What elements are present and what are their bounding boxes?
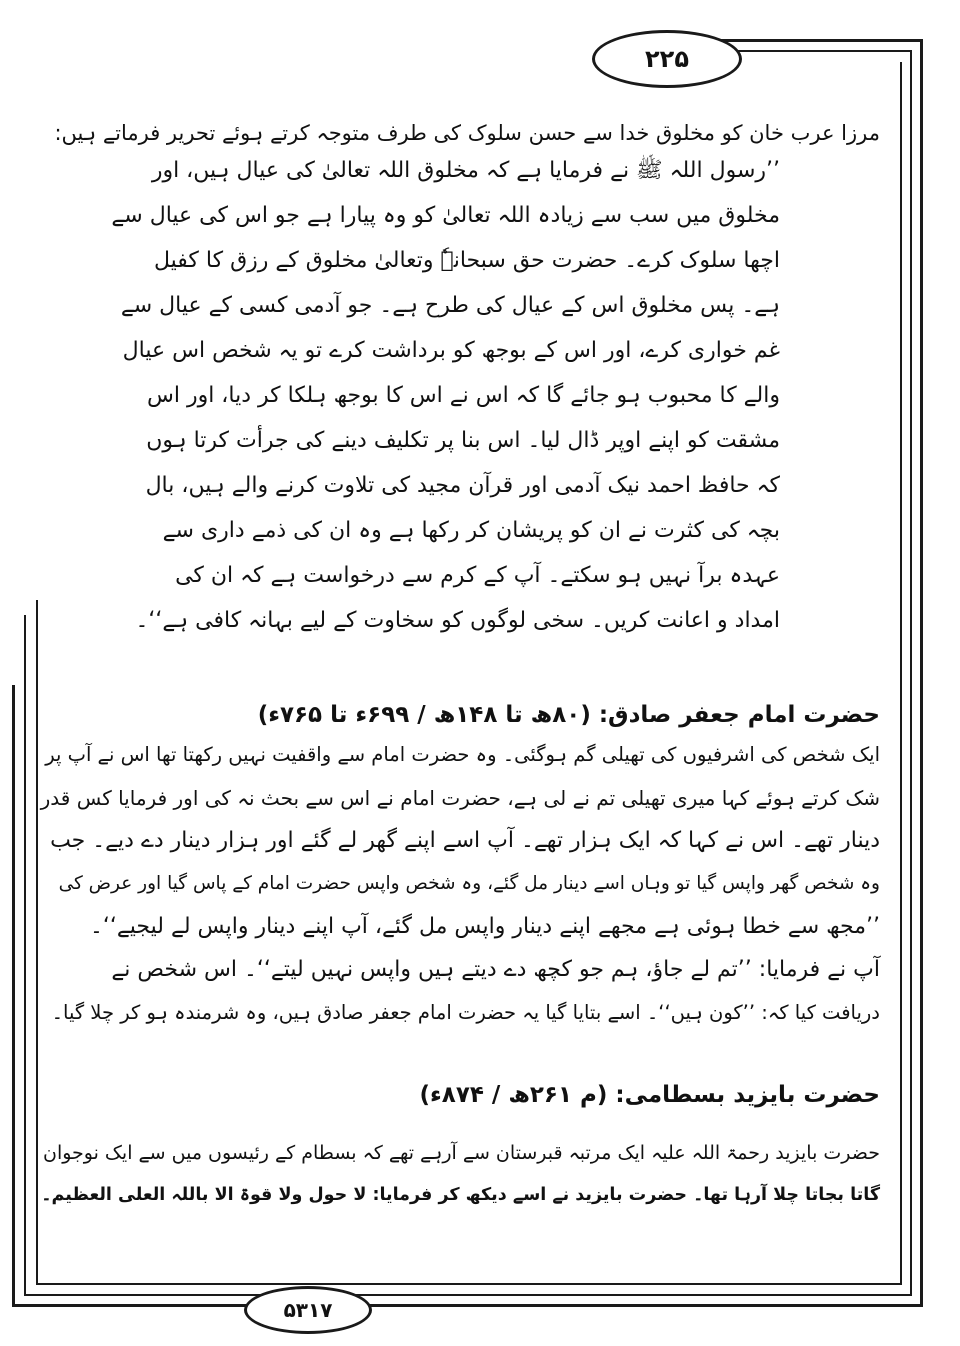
section1-line: دریافت کیا کہ: ’’کون ہیں‘‘۔ اسے بتایا گیا یہ حضرت امام جعفر صادق ہیں، وہ شرمندہ ہو کر چلا گیا۔ (51, 1001, 880, 1024)
frame-left-line-inner (36, 600, 38, 1285)
quote-line: ہے۔ پس مخلوق اس کے عیال کی طرح ہے۔ جو آدمی کسی کے عیال سے (120, 293, 780, 318)
section-heading-jafar-sadiq: حضرت امام جعفر صادق: (۸۰ھ تا ۱۴۸ھ / ۶۹۹ء تا ۷۶۵ء) (257, 702, 880, 728)
section1-line: دینار تھے۔ اس نے کہا کہ ایک ہزار تھے۔ آپ اسے اپنے گھر لے گئے اور ہزار دینار دے دیے۔ جب (50, 828, 880, 853)
section1-line: شک کرتے ہوئے کہا میری تھیلی تم نے لی ہے، حضرت امام نے اس سے بحث نہ کی اور فرمایا کس قدر (40, 786, 880, 810)
quote-line: عہدہ برآ نہیں ہو سکتے۔ آپ کے کرم سے درخواست ہے کہ ان کی (175, 563, 780, 588)
section2-line: حضرت بایزید رحمۃ اللہ علیہ ایک مرتبہ قبرستان سے آرہے تھے کہ بسطام کے رئیسوں میں سے ایک نوجوان (42, 1142, 880, 1164)
frame-bottom-line-mid (24, 1294, 912, 1296)
quote-line: اچھا سلوک کرے۔ حضرت حق سبحانہٗ وتعالیٰ مخلوق کے رزق کا کفیل (154, 248, 780, 273)
frame-right-line-inner (900, 62, 902, 1284)
frame-right-line-outer (920, 39, 923, 1307)
quote-line: مشقت کو اپنے اوپر ڈال لیا۔ اس بنا پر تکلیف دینے کی جرأت کرتا ہوں (146, 428, 780, 453)
section1-line: ’’مجھ سے خطا ہوئی ہے مجھے اپنے دینار واپس مل گئے، آپ اپنے دینار واپس لے لیجیے‘‘۔ (90, 914, 880, 939)
frame-right-line-mid (910, 50, 912, 1296)
quote-line: والے کا محبوب ہو جائے گا کہ اس نے اس کا بوجھ ہلکا کر دیا، اور اس (146, 383, 780, 408)
bottom-page-number: ۵۳۱۷ (244, 1286, 372, 1334)
quote-line: بچہ کی کثرت نے ان کو پریشان کر رکھا ہے وہ ان کی ذمے داری سے (162, 518, 780, 543)
frame-bottom-line-outer (12, 1304, 923, 1307)
quote-line: امداد و اعانت کریں۔ سخی لوگوں کو سخاوت کے لیے بہانہ کافی ہے‘‘۔ (135, 608, 780, 633)
quote-line: ’’رسول اللہ ﷺ نے فرمایا ہے کہ مخلوق اللہ تعالیٰ کی عیال ہیں، اور (151, 158, 780, 183)
frame-left-line-outer (12, 685, 15, 1307)
section1-line: وہ شخص گھر واپس گیا تو وہاں اسے دینار مل گئے، وہ شخص واپس حضرت امام کے پاس گیا اور عرض کی (58, 873, 880, 894)
quote-line: کہ حافظ احمد نیک آدمی اور قرآن مجید کی تلاوت کرنے والے ہیں، بال (145, 473, 780, 498)
section-heading-bayazid-bastami: حضرت بایزید بسطامی: (م ۲۶۱ھ / ۸۷۴ء) (419, 1082, 880, 1108)
quote-line: مخلوق میں سب سے زیادہ اللہ تعالیٰ کو وہ پیارا ہے جو اس کی عیال سے (111, 203, 780, 228)
section1-line: آپ نے فرمایا: ’’تم لے جاؤ، ہم جو کچھ دے دیتے ہیں واپس نہیں لیتے‘‘۔ اس شخص نے (111, 957, 880, 982)
quote-line: غم خواری کرے، اور اس کے بوجھ کو برداشت کرے تو یہ شخص اس عیال (122, 338, 780, 363)
top-page-number: ۲۲۵ (592, 30, 742, 88)
intro-line: مرزا عرب خان کو مخلوق خدا سے حسن سلوک کی طرف متوجہ کرتے ہوئے تحریر فرماتے ہیں: (54, 121, 880, 145)
section2-line: گاتا بجاتا چلا آرہا تھا۔ حضرت بایزید نے اسے دیکھ کر فرمایا: لا حول ولا قوۃ الا باللہ العلی العظیم۔ (41, 1185, 880, 1205)
frame-bottom-line-inner (36, 1283, 902, 1285)
section1-line: ایک شخص کی اشرفیوں کی تھیلی گم ہوگئی۔ وہ حضرت امام سے واقفیت نہیں رکھتا تھا اس نے آپ پر (45, 743, 880, 766)
frame-left-line-mid (24, 615, 26, 1296)
